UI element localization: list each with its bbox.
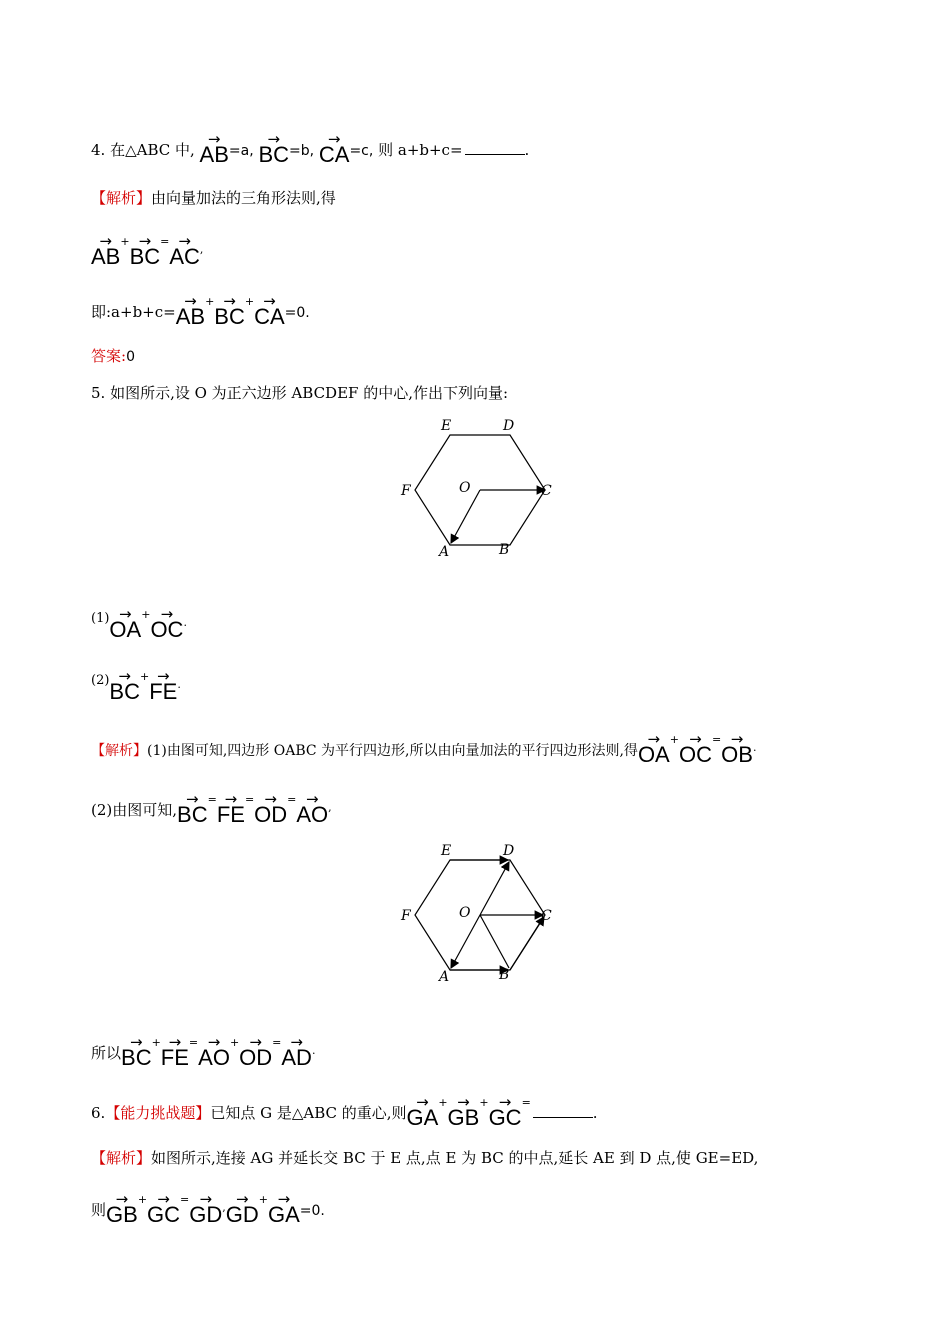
- vector-OB: → OB: [721, 730, 753, 766]
- solution-text-2: (2)由图可知,: [91, 801, 178, 819]
- vector-OD: → OD: [254, 790, 287, 826]
- vector-GD: → GD: [189, 1190, 222, 1226]
- vector-AO: → AO: [198, 1033, 230, 1069]
- solution-text-3: 所以: [91, 1044, 122, 1062]
- punct: .: [311, 1044, 316, 1057]
- punct: .: [183, 616, 187, 629]
- label-C: C: [541, 908, 552, 924]
- q6-line: [91, 1093, 598, 1129]
- challenge-tag: 【能力挑战题】: [105, 1104, 211, 1122]
- vector-CA: → CA: [254, 292, 285, 328]
- item-number: (2): [91, 673, 110, 688]
- label-A: A: [439, 544, 450, 560]
- vector-CA: → CA: [319, 130, 350, 166]
- operator: =: [521, 1096, 531, 1109]
- solution-text: 如图所示,连接 AG 并延长交 BC 于 E 点,点 E 为 BC 的中点,延长 AE 到 D 点,使 GE=ED,: [151, 1149, 759, 1167]
- operator: +: [151, 1036, 161, 1049]
- operator: +: [141, 608, 151, 621]
- q6-prefix: 6.: [91, 1104, 106, 1122]
- label-O: O: [459, 480, 471, 496]
- vector-FE: → FE: [161, 1033, 189, 1069]
- operator: +: [258, 1193, 268, 1206]
- operator: =: [272, 1036, 282, 1049]
- q5-solution-line1: [91, 730, 756, 766]
- label-B: B: [499, 967, 510, 983]
- q5-solution-line3: [91, 1033, 315, 1069]
- operator: +: [120, 235, 130, 248]
- vector-BC: → BC: [109, 667, 140, 703]
- solution-tag: 【解析】: [91, 189, 152, 207]
- eq2-result: =0.: [284, 305, 310, 321]
- operator: =: [207, 793, 217, 806]
- vector-AB: → AB: [200, 130, 229, 166]
- vector-OD: → OD: [239, 1033, 272, 1069]
- label-O: O: [459, 905, 471, 921]
- eq-result: =0.: [299, 1203, 325, 1219]
- vector-BC: → BC: [214, 292, 245, 328]
- vector-AB: → AB: [176, 292, 205, 328]
- q4-line: [91, 130, 529, 166]
- vector-BC: → BC: [258, 130, 289, 166]
- vector-AB: → AB: [91, 232, 120, 268]
- q4-solution-line: [91, 187, 336, 208]
- label-B: B: [499, 542, 510, 558]
- operator: +: [229, 1036, 240, 1049]
- q4-prefix: 4. 在△ABC 中,: [91, 141, 195, 159]
- q6-solution-eq: [91, 1190, 325, 1226]
- operator: +: [479, 1096, 489, 1109]
- vector-OA: → OA: [109, 605, 141, 641]
- vector-BC: → BC: [121, 1033, 152, 1069]
- q4-answer: [91, 345, 135, 366]
- answer-blank: [465, 140, 525, 155]
- vector-GC: → GC: [489, 1093, 522, 1129]
- q5-line: [91, 382, 508, 403]
- punct: ,: [222, 1201, 226, 1214]
- operator: =: [244, 793, 255, 806]
- solution-text: (1)由图可知,四边形 OABC 为平行四边形,所以由向量加法的平行四边形法则,得: [147, 743, 638, 759]
- punct: .: [752, 741, 757, 754]
- operator: =: [188, 1036, 199, 1049]
- item-number: (1): [91, 611, 110, 626]
- eq-prefix: 则: [91, 1201, 107, 1219]
- q4-tail: 则 a+b+c=: [378, 141, 463, 159]
- q6-solution-line: [91, 1147, 758, 1168]
- label-F: F: [401, 483, 411, 499]
- solution-text: 由向量加法的三角形法则,得: [151, 189, 336, 207]
- q5-prefix: 5. 如图所示,设 O 为正六边形 ABCDEF 的中心,作出下列向量:: [91, 384, 509, 402]
- operator: =: [711, 733, 722, 746]
- vector-AD: → AD: [281, 1033, 312, 1069]
- eq-b: =b,: [289, 143, 315, 159]
- label-E: E: [441, 418, 452, 434]
- operator: =: [160, 235, 170, 248]
- operator: +: [438, 1096, 448, 1109]
- label-F: F: [401, 908, 411, 924]
- punct: ,: [199, 243, 204, 256]
- vector-FE: → FE: [217, 790, 245, 826]
- operator: +: [137, 1193, 148, 1206]
- eq2-prefix: 即:a+b+c=: [91, 303, 176, 321]
- vector-GD: → GD: [226, 1190, 259, 1226]
- vector-GB: → GB: [106, 1190, 138, 1226]
- q4-end: .: [524, 141, 530, 159]
- hexagon-figure-1: [395, 415, 565, 565]
- q6-text: 已知点 G 是△ABC 的重心,则: [210, 1104, 407, 1122]
- vector-AO: → AO: [296, 790, 328, 826]
- label-D: D: [503, 418, 515, 434]
- q4-eq1: [91, 232, 203, 268]
- q5-item1: [91, 605, 187, 641]
- q5-item2: [91, 667, 181, 703]
- vector-AC: → AC: [169, 232, 200, 268]
- operator: =: [180, 1193, 190, 1206]
- operator: +: [669, 733, 679, 746]
- eq-c: =c,: [349, 143, 374, 159]
- label-A: A: [439, 969, 450, 985]
- vector-GA: → GA: [407, 1093, 439, 1129]
- answer-label: 答案:: [91, 347, 127, 365]
- answer-value: 0: [126, 349, 135, 365]
- operator: +: [244, 295, 255, 308]
- vector-BC: → BC: [177, 790, 208, 826]
- q5-solution-line2: [91, 790, 332, 826]
- solution-tag: 【解析】: [91, 743, 147, 759]
- answer-blank: [533, 1103, 593, 1118]
- label-C: C: [541, 483, 552, 499]
- label-D: D: [503, 843, 515, 859]
- operator: +: [139, 670, 150, 683]
- punct: .: [177, 678, 181, 691]
- operator: +: [205, 295, 215, 308]
- vector-GB: → GB: [448, 1093, 480, 1129]
- vector-OA: → OA: [638, 730, 670, 766]
- vector-BC: → BC: [130, 232, 161, 268]
- hexagon-figure-2: [395, 840, 565, 990]
- q4-eq2: [91, 292, 310, 328]
- vector-OC: → OC: [150, 605, 183, 641]
- vector-FE: → FE: [149, 667, 177, 703]
- vector-GC: → GC: [147, 1190, 180, 1226]
- vector-GA: → GA: [268, 1190, 300, 1226]
- label-E: E: [441, 843, 452, 859]
- vector-OC: → OC: [679, 730, 712, 766]
- eq-a: =a,: [228, 143, 254, 159]
- q6-end: .: [592, 1104, 598, 1122]
- solution-tag: 【解析】: [91, 1149, 152, 1167]
- operator: =: [287, 793, 297, 806]
- punct: ,: [328, 801, 332, 814]
